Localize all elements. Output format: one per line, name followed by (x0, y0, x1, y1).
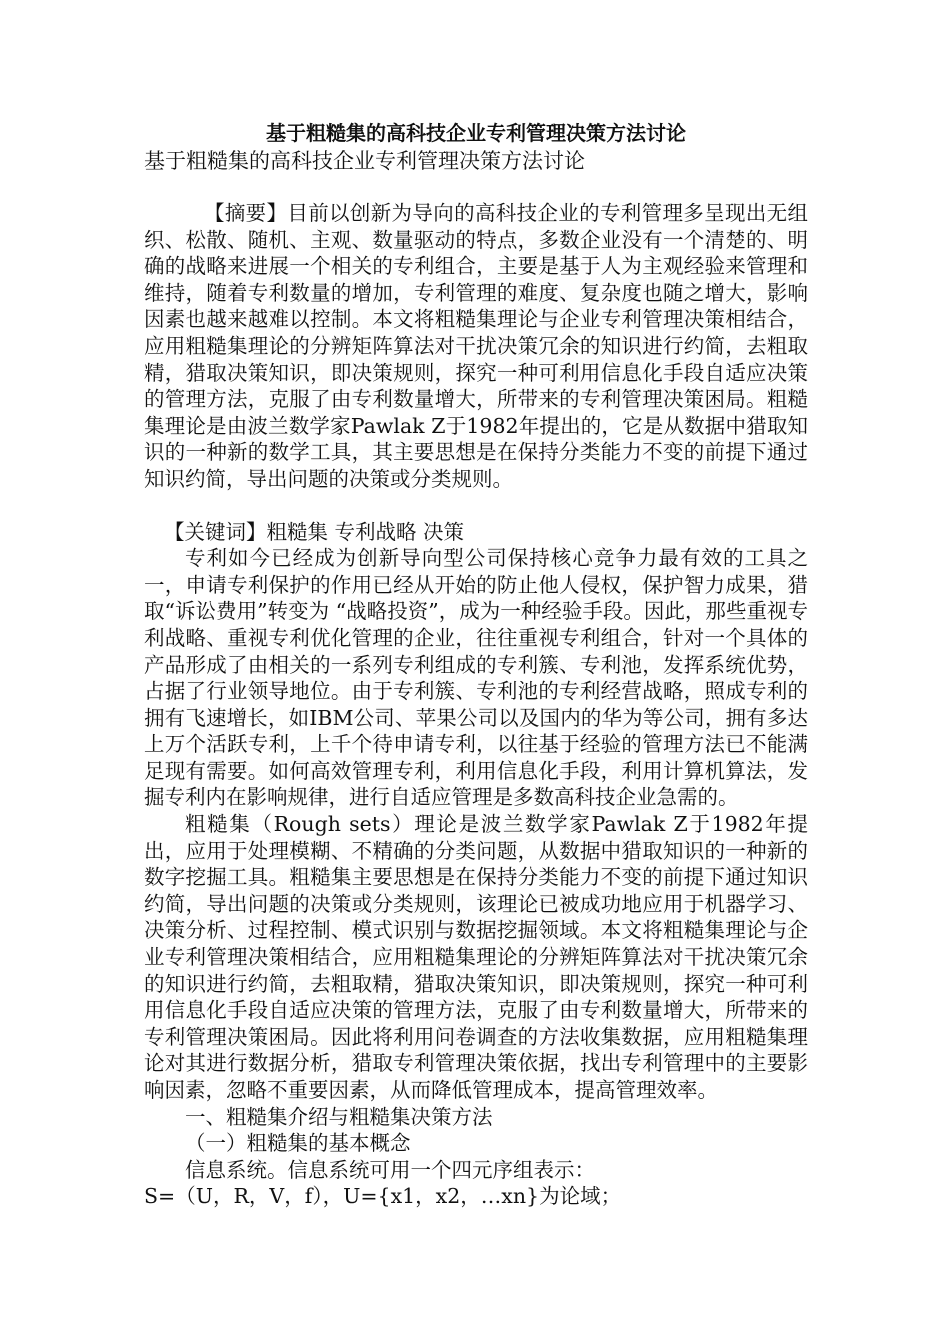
document-title: 基于粗糙集的高科技企业专利管理决策方法讨论 (266, 121, 686, 145)
abstract-paragraph: 【摘要】目前以创新为导向的高科技企业的专利管理多呈现出无组织、松散、随机、主观、数量驱动的特点，多数企业没有一个清楚的、明确的战略来进展一个相关的专利组合，主要是基于人为主观经验来管理和维持，随着专利数量的增加，专利管理的难度、复杂度也随之增大，影响因素也越来越难以控制。本文将粗糙集理论与企业专利管理决策相结合，应用粗糙集理论的分辨矩阵算法对干扰决策冗余的知识进行约简，去粗取精，猎取决策知识，即决策规则，探究一种可利用信息化手段自适应决策的管理方法，克服了由专利数量增大，所带来的专利管理决策困局。粗糙集理论是由波兰数学家Pawlak Z于1982年提出的，它是从数据中猎取知识的一种新的数学工具，其主要思想是在保持分类能力不变的前提下通过知识约简，导出问题的决策或分类规则。 (144, 201, 808, 491)
formula-line: S=（U，R，V，f），U={x1，x2，…xn}为论域； (144, 1184, 622, 1209)
section-heading: 一、粗糙集介绍与粗糙集决策方法 (185, 1104, 493, 1129)
document-page (144, 118, 808, 1210)
body-paragraph-2: 粗糙集（Rough sets）理论是波兰数学家Pawlak Z于1982年提出，应用于处理模糊、不精确的分类问题，从数据中猎取知识的一种新的数字挖掘工具。粗糙集主要思想是在保持分类能力不变的前提下通过知识约简，导出问题的决策或分类规则，该理论已被成功地应用于机器学习、决策分析、过程控制、模式识别与数据挖掘领域。本文将粗糙集理论与企业专利管理决策相结合，应用粗糙集理论的分辨矩阵算法对干扰决策冗余的知识进行约简，去粗取精，猎取决策知识，即决策规则，探究一种可利用信息化手段自适应决策的管理方法，克服了由专利数量增大，所带来的专利管理决策困局。因此将利用问卷调查的方法收集数据，应用粗糙集理论对其进行数据分析，猎取专利管理决策依据，找出专利管理中的主要影响因素，忽略不重要因素，从而降低管理成本，提高管理效率。 (144, 812, 808, 1102)
document-subtitle: 基于粗糙集的高科技企业专利管理决策方法讨论 (144, 149, 585, 173)
blank-line (144, 174, 808, 200)
keywords-line: 【关键词】粗糙集 专利战略 决策 (164, 519, 465, 544)
subsection-heading: （一）粗糙集的基本概念 (185, 1131, 411, 1156)
info-system-line: 信息系统。信息系统可用一个四元序组表示： (185, 1157, 595, 1182)
body-paragraph-1: 专利如今已经成为创新导向型公司保持核心竞争力最有效的工具之一，申请专利保护的作用已经从开始的防止他人侵权，保护智力成果，猎取“诉讼费用”转变为 “战略投资”，成为一种经验手段。因此，那些重视专利战略、重视专利优化管理的企业，往往重视专利组合，针对一个具体的产品形成了由相关的一系列专利组成的专利簇、专利池，发挥系统优势，占据了行业领导地位。由于专利簇、专利池的专利经营战略，照成专利的拥有飞速增长，如IBM公司、苹果公司以及国内的华为等公司，拥有多达上万个活跃专利，上千个待申请专利，以往基于经验的管理方法已不能满足现有需要。如何高效管理专利，利用信息化手段，利用计算机算法，发掘专利内在影响规律，进行自适应管理是多数高科技企业急需的。 (144, 546, 808, 810)
blank-line (144, 493, 808, 519)
